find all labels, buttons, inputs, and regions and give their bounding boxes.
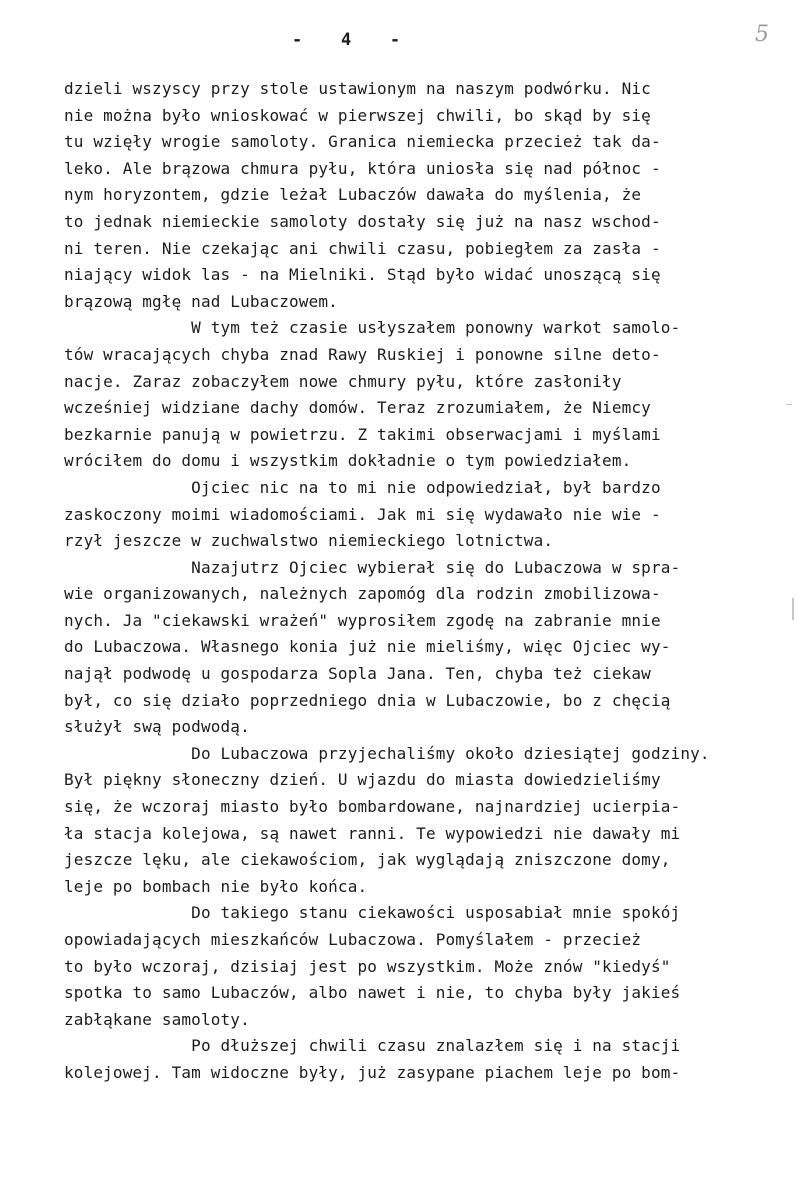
sheet-number: 5 xyxy=(755,22,769,47)
text-line: leje po bombach nie było końca. xyxy=(64,876,368,896)
text-line: nym horyzontem, gdzie leżał Lubaczów dawała do myślenia, że xyxy=(64,185,642,205)
scan-speck xyxy=(792,598,794,620)
text-line: W tym też czasie usłyszałem ponowny warkot samolo- xyxy=(64,318,681,338)
text-line: spotka to samo Lubaczów, albo nawet i nie, to chyba były jakieś xyxy=(64,983,681,1003)
text-line: dzieli wszyscy przy stole ustawionym na naszym podwórku. Nic xyxy=(64,79,651,98)
text-line: to było wczoraj, dzisiaj jest po wszystkim. Może znów "kiedyś" xyxy=(64,956,671,976)
text-line: to jednak niemieckie samoloty dostały się już na nasz wschod- xyxy=(64,211,661,231)
page-number: - 4 - xyxy=(292,30,403,50)
text-line: tów wracających chyba znad Rawy Ruskiej i ponowne silne deto- xyxy=(64,344,661,364)
text-line: brązową mgłę nad Lubaczowem. xyxy=(64,291,338,311)
text-line: Po dłuższej chwili czasu znalazłem się i na stacji xyxy=(64,1036,681,1056)
text-line: Był piękny słoneczny dzień. U wjazdu do miasta dowiedzieliśmy xyxy=(64,770,661,790)
text-line: ła stacja kolejowa, są nawet ranni. Te wypowiedzi nie dawały mi xyxy=(64,823,681,843)
scan-speck xyxy=(786,404,792,405)
text-line: tu wzięły wrogie samoloty. Granica niemiecka przecież tak da- xyxy=(64,132,661,152)
text-line: leko. Ale brązowa chmura pyłu, która uniosła się nad północ - xyxy=(64,158,661,178)
text-line: się, że wczoraj miasto było bombardowane, najnardziej ucierpia- xyxy=(64,797,681,817)
text-line: bezkarnie panują w powietrzu. Z takimi obserwacjami i myślami xyxy=(64,424,661,444)
text-line: wie organizowanych, należnych zapomóg dla rodzin zmobilizowa- xyxy=(64,584,661,604)
text-line: zaskoczony moimi wiadomościami. Jak mi się wydawało nie wie - xyxy=(64,504,661,524)
text-line: wcześniej widziane dachy domów. Teraz zrozumiałem, że Niemcy xyxy=(64,398,651,418)
text-line: niający widok las - na Mielniki. Stąd było widać unoszącą się xyxy=(64,265,661,285)
text-line: opowiadających mieszkańców Lubaczowa. Pomyślałem - przecież xyxy=(64,930,642,949)
page-header xyxy=(0,22,803,54)
text-line: nie można było wnioskować w pierwszej chwili, bo skąd by się xyxy=(64,105,651,125)
text-line: wróciłem do domu i wszystkim dokładnie o tym powiedziałem. xyxy=(64,451,632,471)
text-line: jeszcze lęku, ale ciekawościom, jak wyglądają zniszczone domy, xyxy=(64,850,671,870)
text-line: kolejowej. Tam widoczne były, już zasypane piachem leje po bom- xyxy=(64,1062,681,1082)
text-line: nych. Ja "ciekawski wrażeń" wyprosiłem zgodę na zabranie mnie xyxy=(64,610,661,630)
text-line: Ojciec nic na to mi nie odpowiedział, był bardzo xyxy=(64,477,661,497)
text-line: ni teren. Nie czekając ani chwili czasu, pobiegłem za zasła - xyxy=(64,238,661,258)
document-body xyxy=(64,76,769,1087)
text-line: nacje. Zaraz zobaczyłem nowe chmury pyłu, które zasłoniły xyxy=(64,371,622,391)
text-line: Nazajutrz Ojciec wybierał się do Lubaczowa w spra- xyxy=(64,557,681,577)
text-line: służył swą podwodą. xyxy=(64,717,250,737)
text-line: do Lubaczowa. Własnego konia już nie mieliśmy, więc Ojciec wy- xyxy=(64,637,671,657)
text-line: najął podwodę u gospodarza Sopla Jana. Ten, chyba też ciekaw xyxy=(64,664,651,684)
text-line: Do takiego stanu ciekawości usposabiał mnie spokój xyxy=(64,903,681,923)
text-line: zabłąkane samoloty. xyxy=(64,1009,250,1029)
text-line: był, co się działo poprzedniego dnia w Lubaczowie, bo z chęcią xyxy=(64,690,671,710)
text-line: Do Lubaczowa przyjechaliśmy około dziesiątej godziny. xyxy=(64,743,710,763)
text-line: rzył jeszcze w zuchwalstwo niemieckiego lotnictwa. xyxy=(64,531,554,551)
